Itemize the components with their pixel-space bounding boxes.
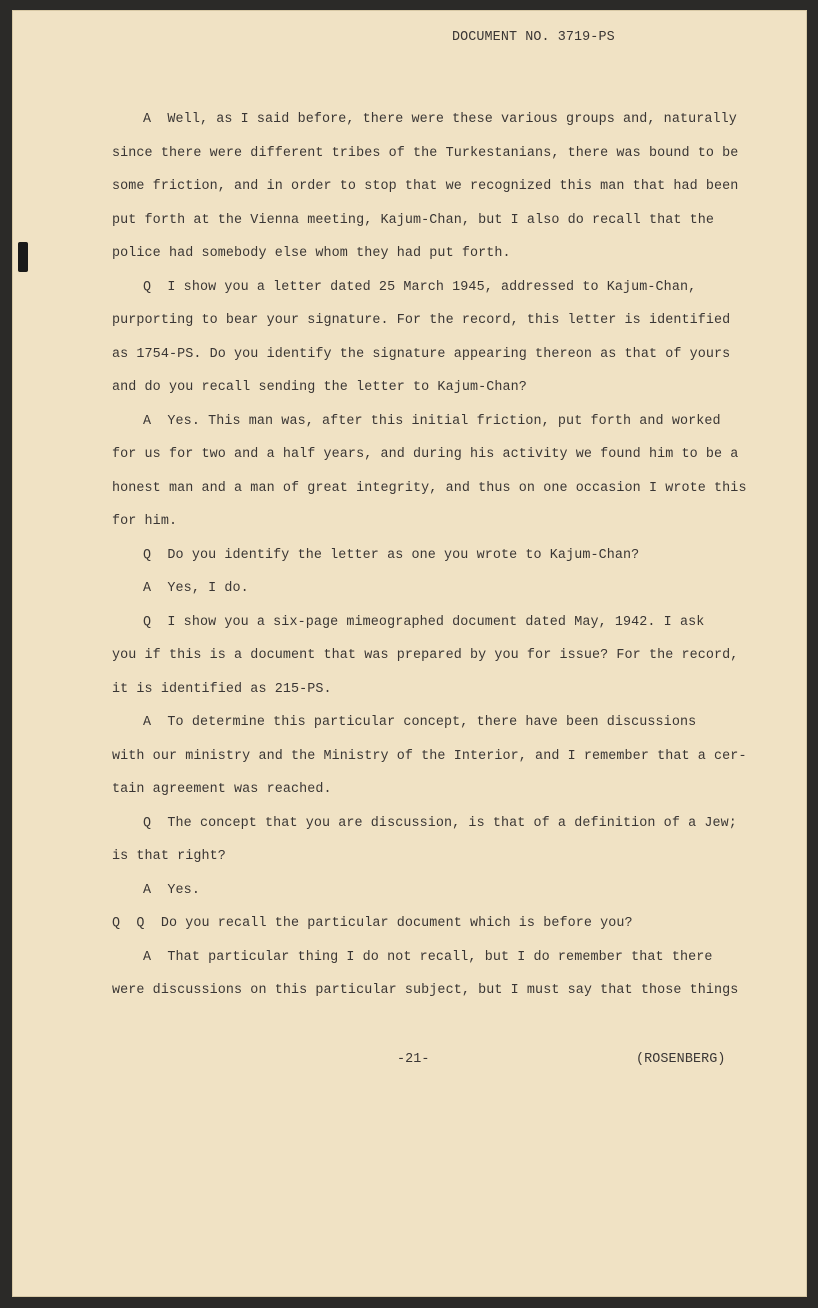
transcript-line: Q I show you a letter dated 25 March 1945, addressed to Kajum-Chan,: [143, 279, 697, 295]
transcript-line: for him.: [112, 514, 178, 529]
transcript-line: for us for two and a half years, and during his activity we found him to be a: [112, 447, 739, 462]
transcript-line: some friction, and in order to stop that we recognized this man that had been: [112, 179, 739, 194]
transcript-line: and do you recall sending the letter to Kajum-Chan?: [112, 380, 527, 395]
binding-tape: [18, 242, 28, 272]
transcript-line: honest man and a man of great integrity, and thus on one occasion I wrote this: [112, 480, 747, 496]
transcript-line: since there were different tribes of the Turkestanians, there was bound to be: [112, 145, 739, 161]
transcript-line: put forth at the Vienna meeting, Kajum-Chan, but I also do recall that the: [112, 212, 715, 228]
transcript-line: with our ministry and the Ministry of the Interior, and I remember that a cer-: [112, 748, 747, 764]
transcript-line: A That particular thing I do not recall, but I do remember that there: [143, 949, 713, 965]
transcript-line: it is identified as 215-PS.: [112, 681, 332, 697]
transcript-line: Q Q Do you recall the particular document which is before you?: [112, 916, 633, 931]
transcript-line: as 1754-PS. Do you identify the signature appearing thereon as that of yours: [112, 346, 731, 362]
transcript-line: tain agreement was reached.: [112, 782, 332, 797]
document-number: DOCUMENT NO. 3719-PS: [452, 30, 615, 45]
transcript-line: Q I show you a six-page mimeographed document dated May, 1942. I ask: [143, 614, 705, 630]
transcript-line: A To determine this particular concept, there have been discussions: [143, 715, 697, 730]
transcript-line: A Yes.: [143, 882, 200, 898]
transcript-line: police had somebody else whom they had put forth.: [112, 246, 511, 261]
transcript-line: purporting to bear your signature. For the record, this letter is identified: [112, 313, 731, 328]
transcript-line: A Well, as I said before, there were these various groups and, naturally: [143, 112, 737, 127]
transcript-line: Q Do you identify the letter as one you wrote to Kajum-Chan?: [143, 547, 640, 563]
document-page: [12, 10, 807, 1297]
transcript-line: A Yes, I do.: [143, 581, 249, 596]
transcript-line: A Yes. This man was, after this initial friction, put forth and worked: [143, 413, 721, 429]
transcript-line: is that right?: [112, 849, 226, 864]
transcript-line: were discussions on this particular subject, but I must say that those things: [112, 983, 739, 998]
page-number: -21-: [397, 1052, 430, 1067]
transcript-line: Q The concept that you are discussion, is that of a definition of a Jew;: [143, 815, 737, 831]
transcript-line: you if this is a document that was prepared by you for issue? For the record,: [112, 648, 739, 663]
defendant-name: (ROSENBERG): [636, 1052, 726, 1067]
